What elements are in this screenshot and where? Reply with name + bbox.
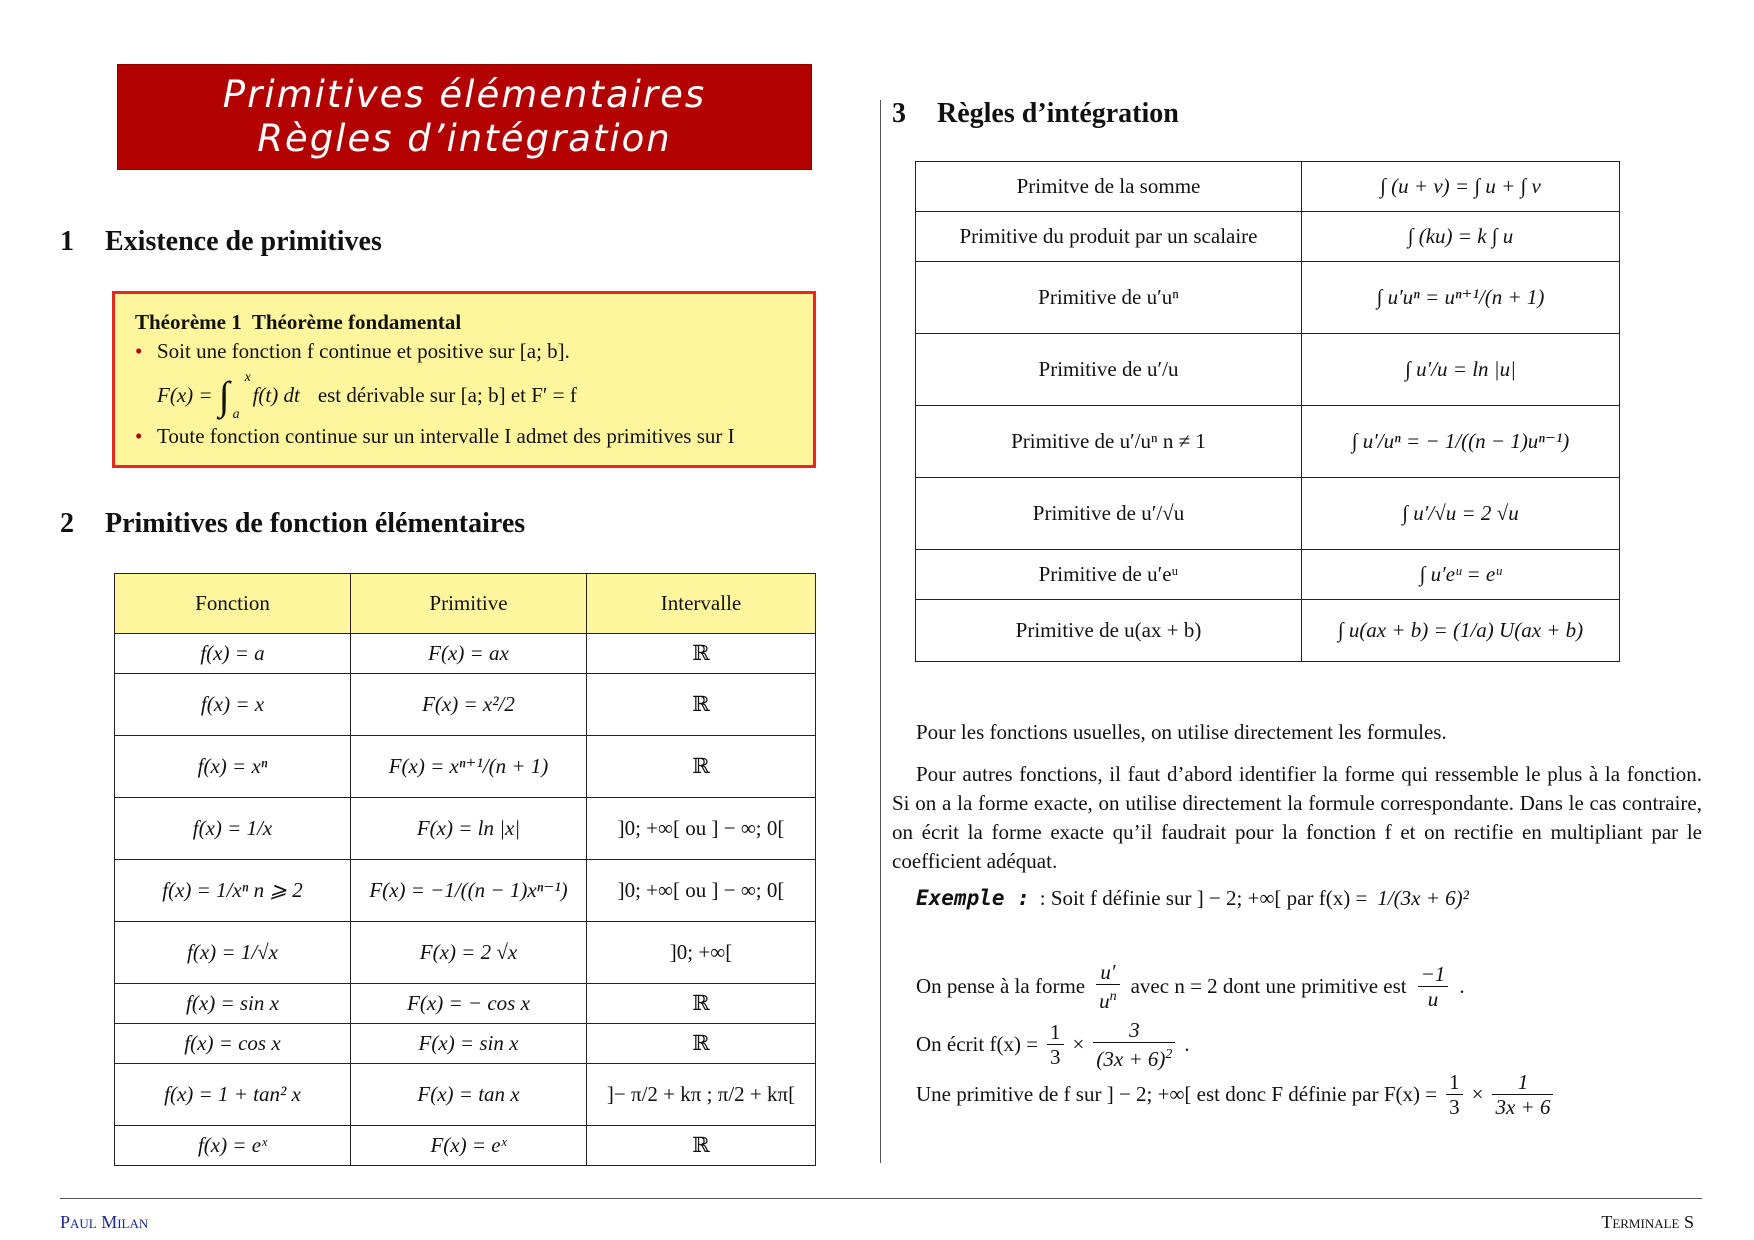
- table-row: Primitive de u′/uⁿ n ≠ 1 ∫ u′/uⁿ = − 1/((n − 1)uⁿ⁻¹): [916, 406, 1620, 478]
- table-row: f(x) = xⁿ F(x) = xⁿ⁺¹/(n + 1) ℝ: [115, 736, 816, 798]
- header-fonction: Fonction: [115, 574, 351, 634]
- table-row: Primitive de u′/u ∫ u′/u = ln |u|: [916, 334, 1620, 406]
- table-row: f(x) = 1/x F(x) = ln |x| ]0; +∞[ ou ] − ∞; 0[: [115, 798, 816, 860]
- table-row: f(x) = sin x F(x) = − cos x ℝ: [115, 984, 816, 1024]
- section-2-heading: 2 Primitives de fonction élémentaires: [60, 508, 526, 539]
- example-line-2: On pense à la forme $\frac{u'}{u^n}$ avec n = 2 dont une primitive est $\frac{-1}{u}$ .: [916, 960, 1465, 1013]
- paragraph-2: Pour autres fonctions, il faut d’abord identifier la forme qui ressemble le plus à la fonction. Si on a la forme exacte, on utilise directement la formule correspondante. Dans le cas contraire, on écrit la forme exacte qu’il faudrait pour la fonction f et on rectifie en multipliant par le coefficient adéquat.: [892, 762, 1702, 873]
- table-row: f(x) = a F(x) = ax ℝ: [115, 634, 816, 674]
- theorem-bullet-2: • Toute fonction continue sur un intervalle I admet des primitives sur I: [135, 424, 793, 449]
- paragraph-1: Pour les fonctions usuelles, on utilise directement les formules.: [916, 720, 1447, 744]
- table-row: Primitive de u′/√u ∫ u′/√u = 2 √u: [916, 478, 1620, 550]
- theorem-formula: F(x) = ∫ x a f(t) dt est dérivable sur [a; b] et F′ = f: [157, 369, 577, 422]
- example-tag: Exemple :: [916, 886, 1030, 910]
- table-row: Primitive de u(ax + b) ∫ u(ax + b) = (1/a) U(ax + b): [916, 600, 1620, 662]
- theorem-bullet-1: • Soit une fonction f continue et positive sur [a; b].: [135, 339, 793, 364]
- primitives-table: [114, 573, 816, 1166]
- table-row: f(x) = x F(x) = x²/2 ℝ: [115, 674, 816, 736]
- footer-author: Paul Milan: [60, 1212, 149, 1232]
- section-3-heading: 3 Règles d’intégration: [892, 98, 1179, 129]
- column-divider: [880, 100, 881, 1163]
- table-row: Primitive de u′eᵘ ∫ u′eᵘ = eᵘ: [916, 550, 1620, 600]
- section-1-heading: 1 Existence de primitives: [60, 226, 382, 257]
- title-line-2: Règles d’intégration: [257, 117, 672, 160]
- theorem-box: [112, 291, 816, 468]
- table-row: f(x) = 1 + tan² x F(x) = tan x ]− π/2 + kπ ; π/2 + kπ[: [115, 1064, 816, 1126]
- table-header-row: [115, 574, 816, 634]
- theorem-title: Théorème 1 Théorème fondamental: [135, 310, 462, 334]
- table-row: Primitive du produit par un scalaire ∫ (ku) = k ∫ u: [916, 212, 1620, 262]
- table-row: f(x) = eˣ F(x) = eˣ ℝ: [115, 1126, 816, 1166]
- example-line-1: Exemple : : Soit f définie sur ] − 2; +∞[ par f(x) = 1/(3x + 6)²: [916, 884, 1696, 913]
- integration-rules-table: [915, 161, 1620, 662]
- title-line-1: Primitives élémentaires: [222, 73, 707, 116]
- table-row: f(x) = 1/xⁿ n ⩾ 2 F(x) = −1/((n − 1)xⁿ⁻¹) ]0; +∞[ ou ] − ∞; 0[: [115, 860, 816, 922]
- page-title: [117, 64, 812, 170]
- header-intervalle: Intervalle: [587, 574, 816, 634]
- table-row: Primitve de la somme ∫ (u + v) = ∫ u + ∫ v: [916, 162, 1620, 212]
- table-row: f(x) = cos x F(x) = sin x ℝ: [115, 1024, 816, 1064]
- example-line-4: Une primitive de f sur ] − 2; +∞[ est donc F définie par F(x) = $\frac{1}{3}$ × $\frac{1}{3x + 6}$: [916, 1070, 1706, 1119]
- footer-class: Terminale S: [1601, 1212, 1694, 1232]
- example-line-3: On écrit f(x) = $\frac{1}{3}$ × $\frac{3}{(3x + 6)^2}$ .: [916, 1018, 1190, 1071]
- table-row: f(x) = 1/√x F(x) = 2 √x ]0; +∞[: [115, 922, 816, 984]
- table-row: Primitive de u′uⁿ ∫ u′uⁿ = uⁿ⁺¹/(n + 1): [916, 262, 1620, 334]
- footer-rule: [60, 1198, 1702, 1199]
- header-primitive: Primitive: [351, 574, 587, 634]
